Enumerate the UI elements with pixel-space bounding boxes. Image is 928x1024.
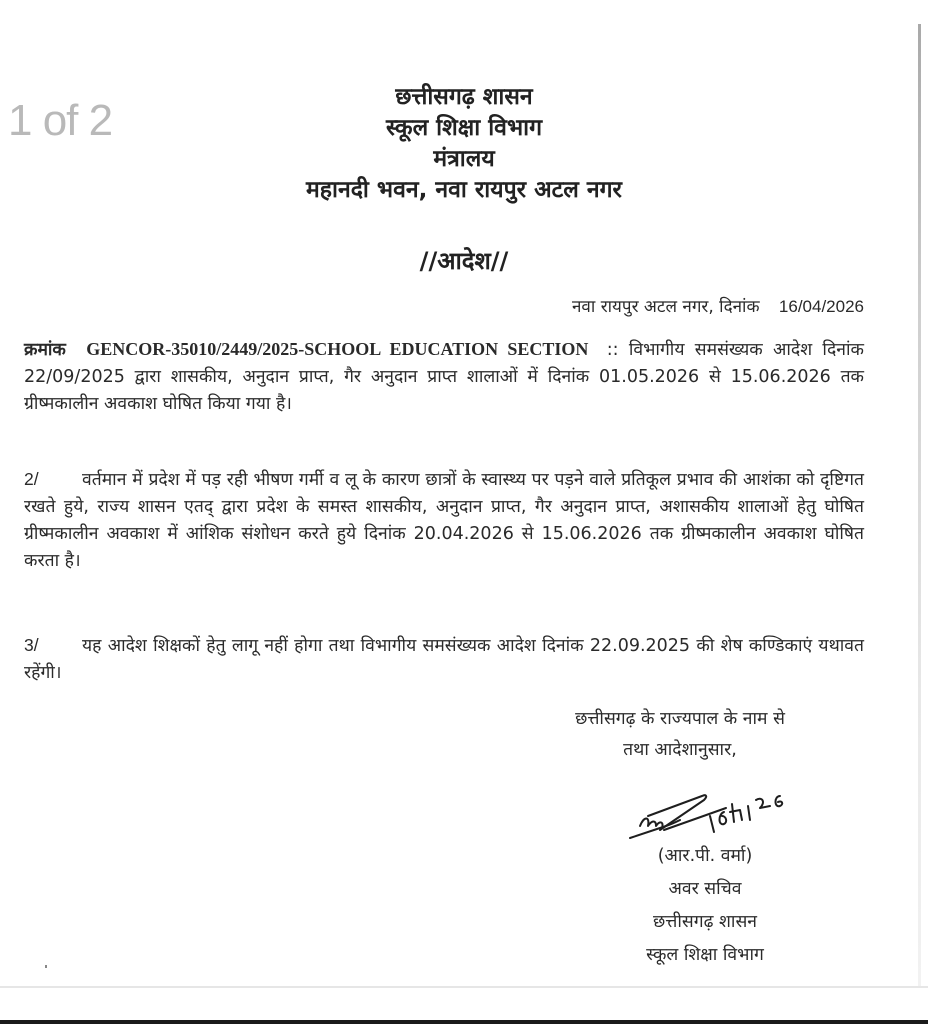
letterhead-address: महानदी भवन, नवा रायपुर अटल नगर xyxy=(306,177,622,203)
paragraph-2 xyxy=(24,466,864,575)
signatory-name: (आर.पी. वर्मा) xyxy=(657,846,753,866)
letterhead xyxy=(0,82,928,206)
page-indicator: 1 of 2 xyxy=(8,96,113,145)
signatory-government: छत्तीसगढ़ शासन xyxy=(653,912,757,932)
place-date xyxy=(572,294,864,317)
letterhead-ministry: मंत्रालय xyxy=(433,146,495,172)
signatory-block xyxy=(560,840,850,972)
paragraph-1 xyxy=(24,336,864,418)
paragraph-3 xyxy=(24,632,864,687)
reference-label: क्रमांक xyxy=(24,340,66,360)
paragraph-2-number: 2/ xyxy=(24,469,39,489)
signature-icon xyxy=(626,786,796,846)
authority-line-1: छत्तीसगढ़ के राज्यपाल के नाम से xyxy=(575,709,785,729)
signatory-designation: अवर सचिव xyxy=(668,879,742,899)
viewer-bottom-bar xyxy=(0,1020,928,1024)
order-title: //आदेश// xyxy=(419,247,509,275)
reference-separator: :: xyxy=(606,340,619,360)
order-date: 16/04/2026 xyxy=(778,297,864,316)
page-border-bottom xyxy=(0,986,928,988)
letterhead-department: स्कूल शिक्षा विभाग xyxy=(385,115,543,141)
reference-code: GENCOR-35010/2449/2025-SCHOOL EDUCATION SECTION xyxy=(86,339,589,359)
paragraph-2-text: वर्तमान में प्रदेश में पड़ रही भीषण गर्मी व लू के कारण छात्रों के स्वास्थ्य पर पड़ने वाले प्रतिकूल प्रभाव की आशंका को दृष्टिगत रखते हुये, राज्य शासन एतद् द्वारा प्रदेश के समस्त शासकीय, अनुदान प्राप्त, गैर अनुदान प्राप्त, अशासकीय शालाओं हेतु घोषित ग्रीष्मकालीन अवकाश में आंशिक संशोधन करते हुये दिनांक 20.04.2026 से 15.06.2026 तक ग्रीष्मकालीन अवकाश घोषित करता है। xyxy=(24,470,864,571)
paragraph-3-number: 3/ xyxy=(24,635,39,655)
signatory-department: स्कूल शिक्षा विभाग xyxy=(646,945,764,965)
paragraph-3-text: यह आदेश शिक्षकों हेतु लागू नहीं होगा तथा विभागीय समसंख्यक आदेश दिनांक 22.09.2025 की शेष कण्डिकाएं यथावत रहेंगी। xyxy=(24,636,864,683)
authority-line-2: तथा आदेशानुसार, xyxy=(623,740,737,760)
scan-speck xyxy=(45,965,47,968)
authority-block xyxy=(480,704,880,766)
letterhead-government: छत्तीसगढ़ शासन xyxy=(395,84,533,110)
place-label: नवा रायपुर अटल नगर, दिनांक xyxy=(572,297,760,317)
paragraph-1-text: विभागीय समसंख्यक आदेश दिनांक 22/09/2025 द्वारा शासकीय, अनुदान प्राप्त, गैर अनुदान प्राप्त शालाओं में दिनांक 01.05.2026 से 15.06.2026 तक ग्रीष्मकालीन अवकाश घोषित किया गया है। xyxy=(24,340,864,414)
